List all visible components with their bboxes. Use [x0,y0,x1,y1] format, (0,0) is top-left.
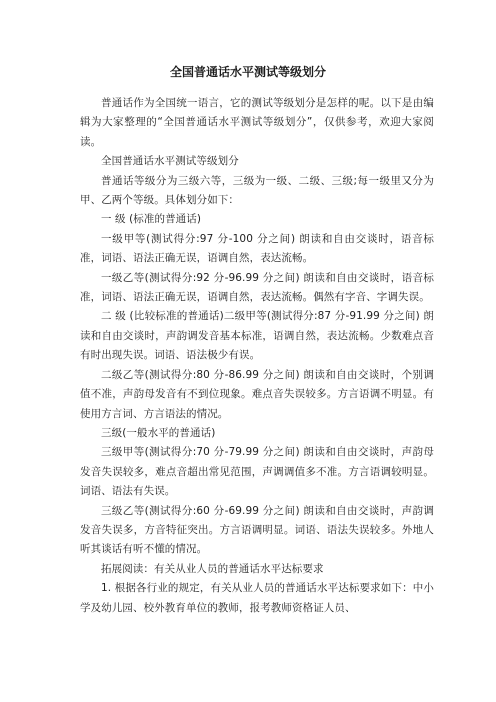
paragraph-extended-reading-1: 1. 根据各行业的规定，有关从业人员的普通话水平达标要求如下：中小学及幼儿园、校外教育单位的教师，报考教师资格证人员、 [80,582,434,614]
paragraph-intro: 普通话作为全国统一语言，它的测试等级划分是怎样的呢。以下是由编辑为大家整理的“全国普通话水平测试等级划分”，仅供参考，欢迎大家阅读。 [80,97,434,148]
paragraph-overview: 普通话等级分为三级六等，三级为一级、二级、三级;每一级里又分为甲、乙两个等级。具体划分如下： [80,174,434,207]
paragraph-section-heading: 全国普通话水平测试等级划分 [101,155,239,168]
document-body [80,94,434,618]
paragraph-level-3b: 三级乙等(测试得分:60 分-69.99 分之间) 朗读和自由交谈时，声韵调发音失误多，方音特征突出。方言语调明显。词语、语法失误较多。外地人听其谈话有听不懂的情况。 [80,504,434,556]
paragraph-level-1b: 一级乙等(测试得分:92 分-96.99 分之间) 朗读和自由交谈时，语音标准，词语、语法正确无误，语调自然，表达流畅。偶然有字音、字调失误。 [80,271,434,304]
paragraph-level-3a: 三级甲等(测试得分:70 分-79.99 分之间) 朗读和自由交谈时，声韵母发音失误较多，难点音超出常见范围，声调调值多不准。方言语调较明显。词语、语法有失误。 [80,446,434,498]
paragraph-level-1-heading: 一 级 (标准的普通话) [101,213,202,226]
paragraph-extended-reading-heading: 拓展阅读：有关从业人员的普通话水平达标要求 [101,562,324,575]
paragraph-level-2a: 二 级 (比较标准的普通话)二级甲等(测试得分:87 分-91.99 分之间) 朗读和自由交谈时，声韵调发音基本标准，语调自然，表达流畅。少数难点音有时出现失误。词语、语法极少有误。 [80,310,434,362]
paragraph-level-3-heading: 三级(一般水平的普通话) [101,426,216,439]
paragraph-level-1a: 一级甲等(测试得分:97 分-100 分之间) 朗读和自由交谈时，语音标准，词语、语法正确无误，语调自然，表达流畅。 [80,232,434,265]
document-title: 全国普通话水平测试等级划分 [169,65,326,79]
paragraph-level-2b: 二级乙等(测试得分:80 分-86.99 分之间) 朗读和自由交谈时，个别调值不准，声韵母发音有不到位现象。难点音失误较多。方言语调不明显。有使用方言词、方言语法的情况。 [80,368,434,420]
